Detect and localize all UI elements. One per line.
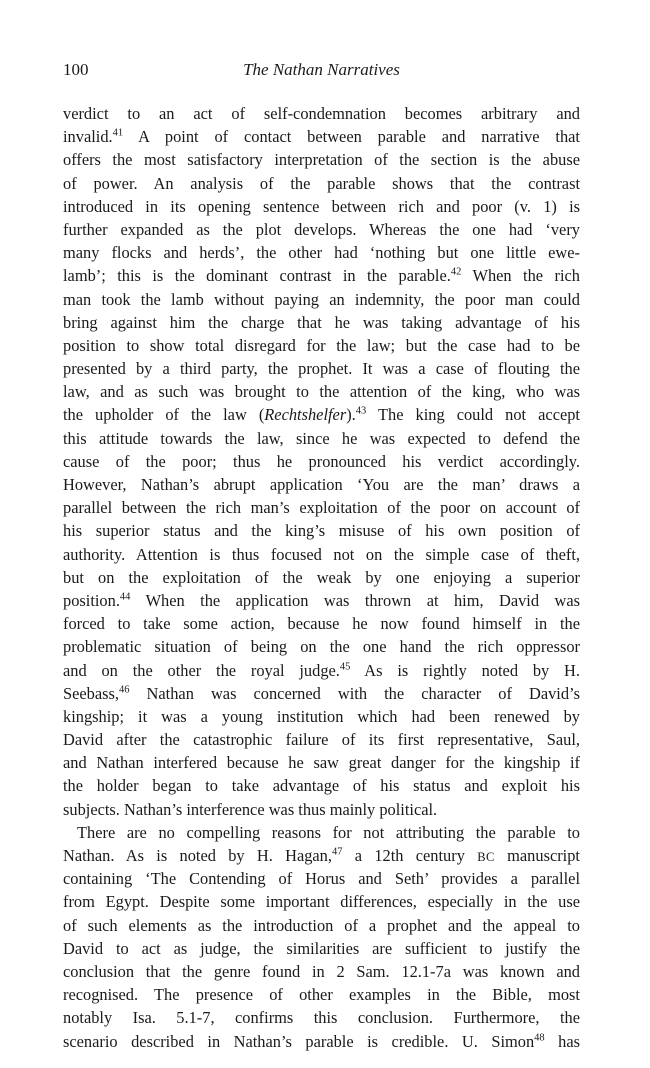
text-span: this attitude towards the law, since he was expected to defend the: [63, 428, 580, 448]
text-span: forced to take some action, because he now found himself in the: [63, 614, 580, 634]
text-span: position.: [63, 590, 120, 610]
text-line: [63, 148, 580, 171]
text-line: [63, 357, 580, 380]
text-span: man took the lamb without paying an indemnity, the poor man could: [63, 289, 580, 309]
text-span: ).: [346, 405, 356, 425]
text-line: [63, 288, 580, 311]
text-line: [63, 890, 580, 913]
text-span: the holder began to take advantage of his status and exploit his: [63, 776, 580, 796]
page-header: [63, 60, 580, 86]
text-span: a 12th century: [342, 846, 478, 865]
text-span: subjects. Nathan’s interference was thus mainly political.: [63, 799, 438, 819]
text-line: [63, 543, 580, 566]
text-span: verdict to an act of self-condemnation becomes arbitrary and: [63, 104, 580, 123]
small-caps-text: BC: [477, 850, 495, 864]
page-number: 100: [63, 60, 89, 79]
text-span: but on the exploitation of the weak by one enjoying a superior: [63, 567, 580, 587]
text-line: [63, 774, 580, 797]
text-span: position to show total disregard for the law; but the case had to be: [63, 335, 580, 355]
text-line: [63, 450, 580, 473]
text-span: cause of the poor; thus he pronounced his verdict accordingly.: [63, 451, 580, 471]
text-span: the upholder of the law (: [63, 405, 265, 425]
text-span: recognised. The presence of other examples in the Bible, most: [63, 985, 580, 1005]
text-span: containing ‘The Contending of Horus and Seth’ provides a parallel: [63, 869, 580, 889]
body-text: [63, 102, 580, 1053]
text-span: bring against him the charge that he was taking advantage of his: [63, 312, 580, 332]
text-span: of power. An analysis of the parable shows that the contrast: [63, 173, 580, 193]
text-span: notably Isa. 5.1-7, confirms this conclusion. Furthermore, the: [63, 1008, 580, 1028]
footnote-ref: 42: [450, 266, 462, 278]
text-line: [63, 334, 580, 357]
text-line: [63, 960, 580, 983]
text-span: conclusion that the genre found in 2 Sam. 12.1-7a was known and: [63, 961, 580, 981]
footnote-ref: 43: [355, 405, 367, 417]
text-line: [63, 264, 580, 287]
text-line: [63, 102, 580, 125]
text-line: [63, 867, 580, 890]
text-span: A point of contact between parable and narrative that: [123, 127, 580, 147]
text-line: [63, 1030, 580, 1053]
text-span: As is rightly noted by H.: [350, 660, 580, 680]
text-span: kingship; it was a young institution which had been renewed by: [63, 706, 580, 726]
text-line: [63, 728, 580, 751]
text-span: from Egypt. Despite some important differences, especially in the use: [63, 892, 580, 912]
text-span: of such elements as the introduction of a prophet and the appeal to: [63, 915, 580, 935]
text-line: [63, 821, 580, 844]
text-span: has: [544, 1031, 580, 1051]
text-span: presented by a third party, the prophet. It was a case of flouting the: [63, 359, 580, 379]
text-line: [63, 914, 580, 937]
running-title: The Nathan Narratives: [243, 60, 400, 79]
footnote-ref: 45: [339, 661, 351, 673]
text-line: [63, 473, 580, 496]
text-line: [63, 496, 580, 519]
text-span: and on the other the royal judge.: [63, 660, 340, 680]
text-line: [63, 380, 580, 403]
text-line: [63, 798, 580, 821]
text-line: [63, 751, 580, 774]
text-line: [63, 218, 580, 241]
text-span: authority. Attention is thus focused not on the simple case of theft,: [63, 544, 580, 564]
text-span: Nathan. As is noted by H. Hagan,: [63, 846, 332, 865]
text-line: [63, 195, 580, 218]
text-line: [63, 403, 580, 426]
text-line: [63, 612, 580, 635]
text-span: offers the most satisfactory interpretation of the section is the abuse: [63, 150, 580, 170]
text-line: [63, 937, 580, 960]
text-line: [63, 172, 580, 195]
text-span: and Nathan interfered because he saw great danger for the kingship if: [63, 753, 580, 773]
paragraph: [63, 821, 580, 1053]
footnote-ref: 41: [112, 127, 124, 139]
text-line: [63, 519, 580, 542]
text-span: When the rich: [461, 266, 581, 286]
text-line: [63, 427, 580, 450]
text-line: [63, 659, 580, 682]
footnote-ref: 44: [119, 591, 131, 603]
footnote-ref: 46: [119, 684, 130, 696]
text-span: When the application was thrown at him, David was: [130, 590, 580, 610]
text-line: [63, 125, 580, 148]
text-span: Seebass,: [63, 683, 119, 703]
footnote-ref: 47: [331, 846, 343, 858]
text-span: The king could not accept: [366, 405, 580, 425]
text-span: further expanded as the plot develops. Whereas the one had ‘very: [63, 219, 580, 239]
text-span: However, Nathan’s abrupt application ‘You are the man’ draws a: [63, 475, 580, 494]
italic-text: Rechtshelfer: [264, 405, 347, 425]
text-span: David after the catastrophic failure of its first representative, Saul,: [63, 730, 580, 750]
text-span: David to act as judge, the similarities are sufficient to justify the: [63, 938, 580, 958]
text-span: manuscript: [494, 846, 580, 865]
text-span: his superior status and the king’s misuse of his own position of: [63, 521, 580, 541]
text-span: There are no compelling reasons for not attributing the parable to: [77, 822, 580, 842]
text-line: [63, 983, 580, 1006]
text-span: introduced in its opening sentence between rich and poor (v. 1) is: [63, 196, 580, 216]
text-line: [63, 241, 580, 264]
text-span: parallel between the rich man’s exploitation of the poor on account of: [63, 498, 580, 518]
text-line: [63, 635, 580, 658]
text-line: [63, 311, 580, 334]
text-line: [63, 1006, 580, 1029]
text-span: law, and as such was brought to the attention of the king, who was: [63, 382, 580, 402]
footnote-ref: 48: [534, 1032, 545, 1044]
text-span: Nathan was concerned with the character of David’s: [129, 683, 580, 703]
text-line: [63, 705, 580, 728]
text-line: [63, 844, 580, 867]
text-span: many flocks and herds’, the other had ‘nothing but one little ewe-: [63, 243, 580, 263]
text-span: scenario described in Nathan’s parable is credible. U. Simon: [63, 1031, 535, 1051]
text-span: problematic situation of being on the one hand the rich oppressor: [63, 637, 580, 657]
text-line: [63, 566, 580, 589]
text-line: [63, 682, 580, 705]
text-span: invalid.: [63, 127, 113, 147]
text-line: [63, 589, 580, 612]
text-span: lamb’; this is the dominant contrast in the parable.: [63, 266, 451, 286]
paragraph: [63, 102, 580, 821]
